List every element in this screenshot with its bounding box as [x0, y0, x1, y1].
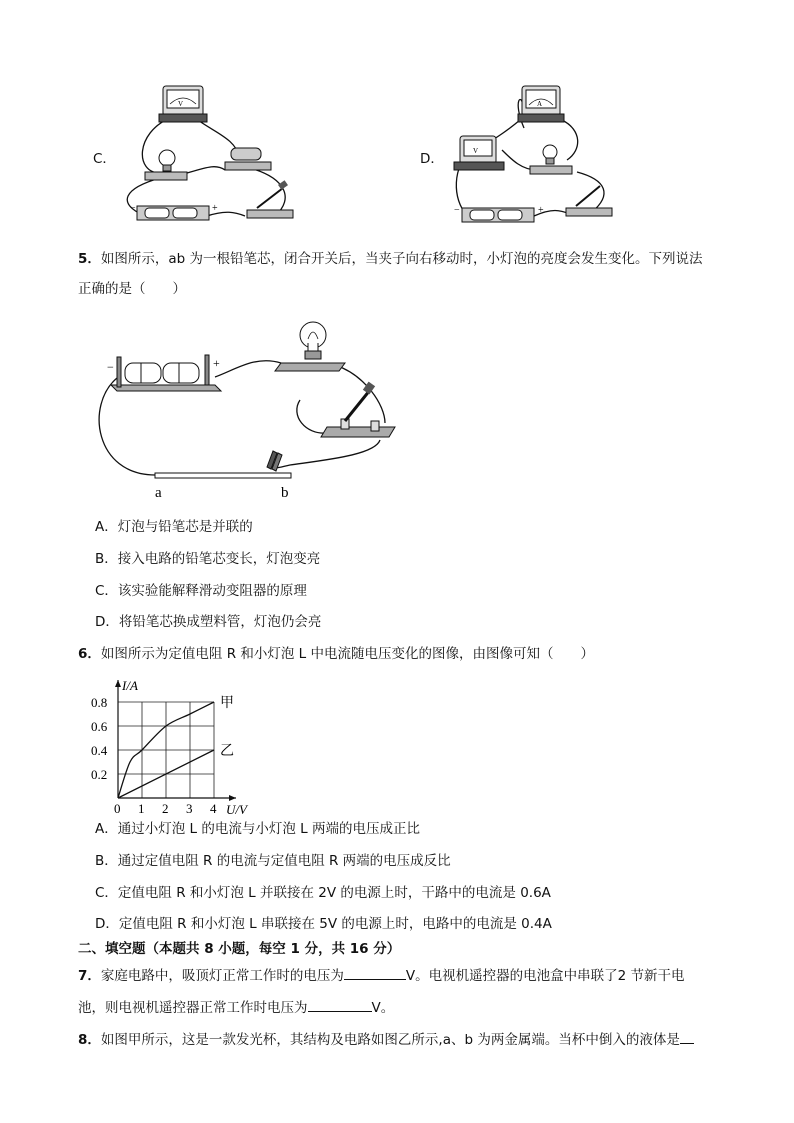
q6-option-d: D．定值电阻 R 和小灯泡 L 串联接在 5V 的电源上时，电路中的电流是 0.4A	[95, 916, 552, 932]
switch-icon	[247, 180, 293, 218]
q7-line1: 7．家庭电路中，吸顶灯正常工作时的电压为 V。电视机遥控器的电池盒中串联了2 节新干电	[78, 968, 685, 984]
q7-blank-1	[344, 966, 406, 980]
y-tick-label: 0.2	[91, 767, 108, 782]
q5-option-c: C．该实验能解释滑动变阻器的原理	[95, 583, 307, 599]
label-a: a	[155, 485, 162, 501]
chart-series	[118, 695, 234, 798]
x-axis-label: U/V	[226, 802, 247, 814]
svg-text:+: +	[213, 356, 220, 370]
bulb-icon	[530, 145, 572, 174]
iu-graph	[88, 672, 288, 814]
svg-text:−: −	[130, 203, 136, 214]
section-2-title: 二、填空题（本题共 8 小题，每空 1 分，共 16 分）	[78, 941, 401, 957]
svg-text:+: +	[212, 203, 218, 214]
switch-icon	[566, 186, 612, 216]
resistor-icon	[225, 148, 271, 170]
q8-line1: 8．如图甲所示，这是一款发光杯，其结构及电路如图乙所示,a、b 为两金属端。当杯中倒入的液体是	[78, 1030, 694, 1049]
q8-blank-1	[680, 1030, 694, 1044]
ammeter-label: A	[537, 100, 543, 108]
bulb-icon	[275, 322, 345, 371]
q5-stem-line2: 正确的是（ ）	[78, 281, 186, 297]
q8-number: 8．	[78, 1032, 101, 1048]
battery-icon	[130, 203, 218, 220]
x-tick-label: 1	[138, 801, 145, 814]
battery-icon	[107, 355, 221, 391]
voltmeter-label-d: V	[473, 147, 479, 155]
y-tick-label: 0.4	[91, 743, 108, 758]
q5-option-d: D．将铅笔芯换成塑料管，灯泡仍会亮	[95, 614, 322, 630]
bulb-icon	[145, 150, 187, 180]
label-b: b	[281, 485, 289, 501]
q6-number: 6．	[78, 646, 101, 662]
option-c-label: C．	[93, 151, 116, 167]
battery-icon	[454, 205, 544, 222]
x-tick-label: 4	[210, 801, 217, 814]
pencil-lead	[155, 473, 291, 478]
q5-option-b: B．接入电路的铅笔芯变长，灯泡变亮	[95, 551, 321, 567]
q6-option-b: B．通过定值电阻 R 的电流与定值电阻 R 两端的电压成反比	[95, 853, 451, 869]
voltmeter-label: V	[178, 100, 184, 108]
chart-grid	[118, 702, 214, 798]
chart-axes	[115, 680, 236, 801]
q6-stem: 6．如图所示为定值电阻 R 和小灯泡 L 中电流随电压变化的图像，由图像可知（ ）	[78, 646, 594, 662]
svg-text:−: −	[454, 205, 460, 216]
voltmeter-icon	[454, 136, 504, 170]
q5-option-a: A．灯泡与铅笔芯是并联的	[95, 519, 253, 535]
x-tick-label: 2	[162, 801, 169, 814]
q7-blank-2	[308, 998, 372, 1012]
svg-text:+: +	[538, 205, 544, 216]
series-label-jia: 甲	[220, 696, 234, 711]
q5-stem-line1: 5．如图所示，ab 为一根铅笔芯，闭合开关后，当夹子向右移动时，小灯泡的亮度会发生变化。下列说法	[78, 251, 703, 267]
series-label-yi: 乙	[220, 744, 234, 759]
x-tick-label: 3	[186, 801, 193, 814]
y-axis-label: I/A	[122, 678, 138, 693]
switch-icon	[321, 382, 395, 437]
option-d-label: D．	[420, 151, 444, 167]
chart-tick-labels	[91, 695, 217, 814]
y-tick-label: 0.6	[91, 719, 108, 734]
q6-option-c: C．定值电阻 R 和小灯泡 L 并联接在 2V 的电源上时，干路中的电流是 0.6A	[95, 885, 551, 901]
q5-circuit-figure	[95, 315, 405, 505]
svg-text:−: −	[107, 360, 114, 374]
x-tick-label: 0	[114, 801, 121, 814]
voltmeter-icon	[159, 86, 207, 122]
q6-option-a: A．通过小灯泡 L 的电流与小灯泡 L 两端的电压成正比	[95, 821, 420, 837]
circuit-diagram-d	[442, 80, 617, 232]
q5-number: 5．	[78, 251, 101, 267]
circuit-diagram-c	[115, 78, 305, 230]
x-axis-arrow	[229, 795, 236, 801]
y-tick-label: 0.8	[91, 695, 108, 710]
y-axis-arrow	[115, 680, 121, 687]
q7-line2: 池，则电视机遥控器正常工作时电压为 V。	[78, 1000, 395, 1016]
q7-number: 7．	[78, 968, 101, 984]
ammeter-icon	[518, 86, 564, 122]
